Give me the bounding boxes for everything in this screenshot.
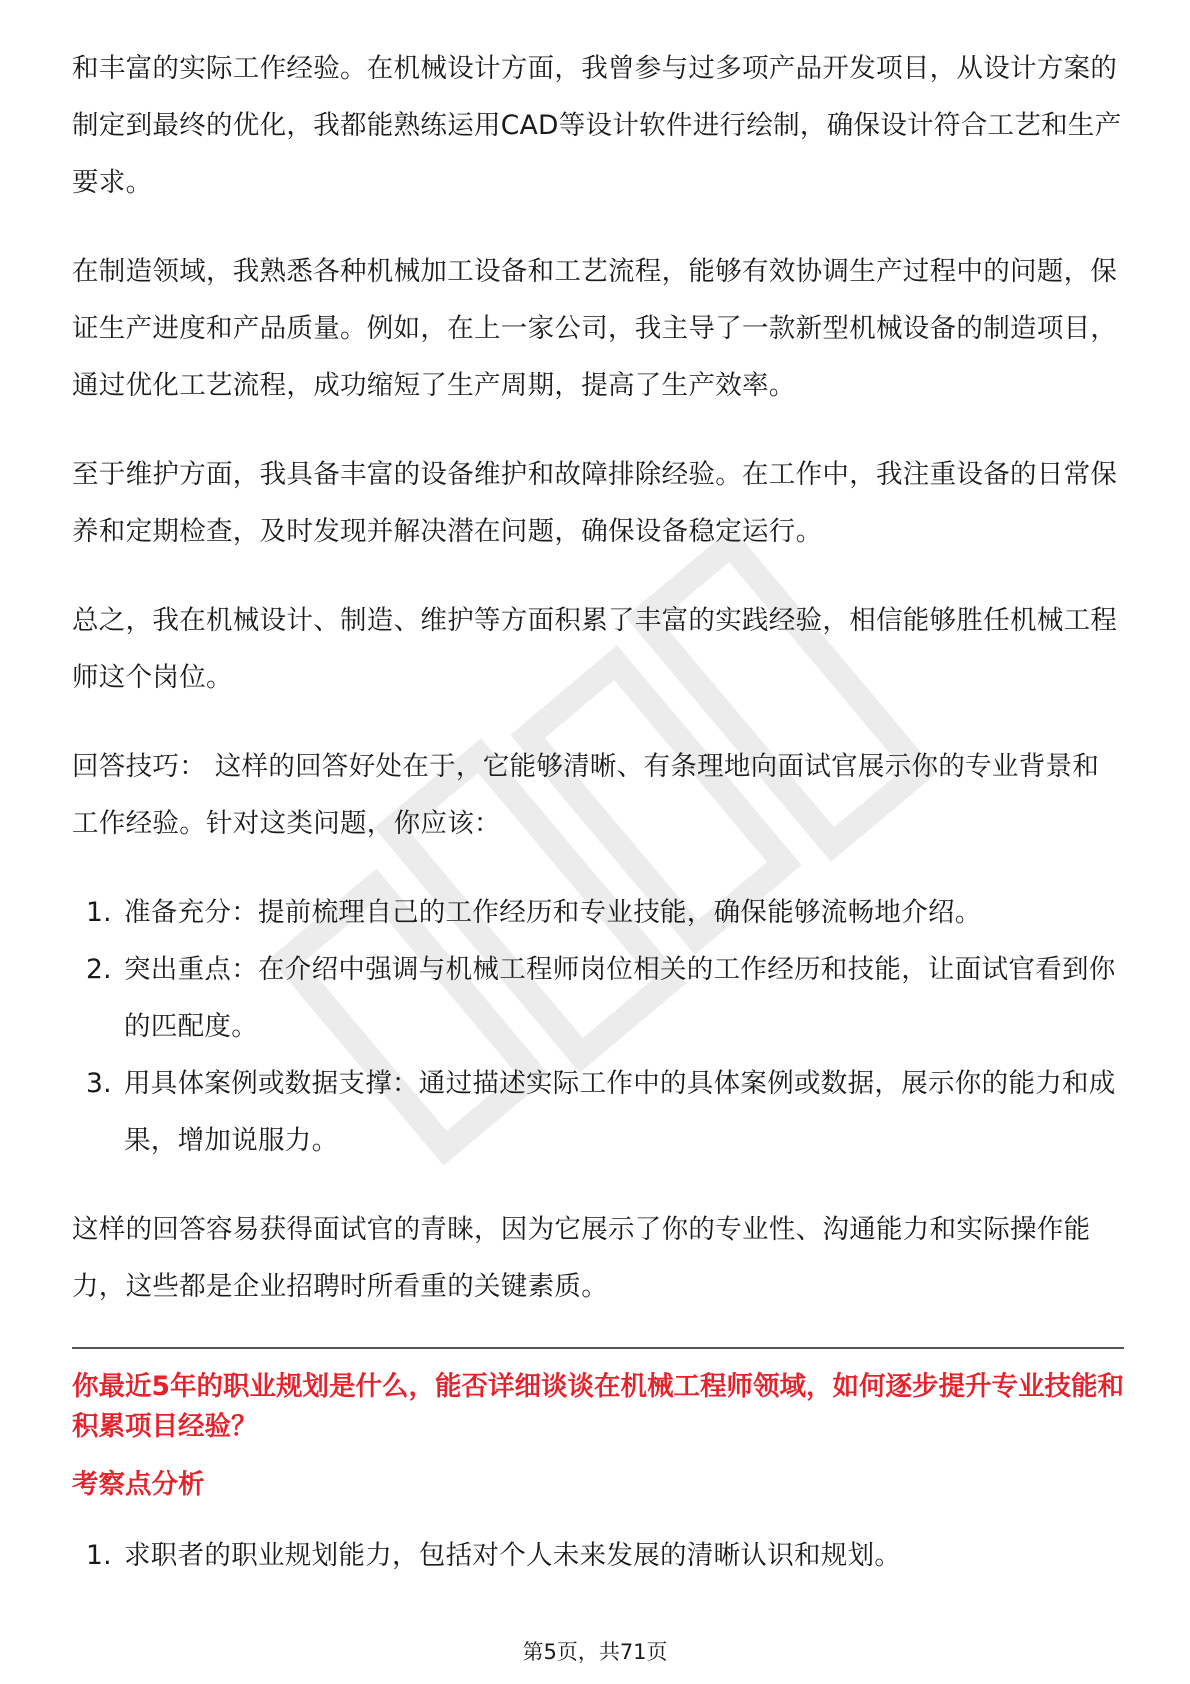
answer-paragraph-manufacturing: 在制造领域，我熟悉各种机械加工设备和工艺流程，能够有效协调生产过程中的问题，保证生产进度和产品质量。例如，在上一家公司，我主导了一款新型机械设备的制造项目，通过优化工艺流程，成功缩短了生产周期，提高了生产效率。 bbox=[72, 256, 1118, 401]
document-page bbox=[72, 40, 1124, 1616]
page-footer: 第5页，共71页 bbox=[522, 1640, 668, 1664]
tips-list bbox=[72, 884, 1124, 1169]
list-number: 1. bbox=[86, 897, 112, 928]
list-item bbox=[72, 1527, 1124, 1584]
list-item-text: 突出重点：在介绍中强调与机械工程师岗位相关的工作经历和技能，让面试官看到你的匹配度。 bbox=[124, 954, 1116, 1042]
answer-paragraph-summary: 总之，我在机械设计、制造、维护等方面积累了丰富的实践经验，相信能够胜任机械工程师这个岗位。 bbox=[72, 605, 1118, 693]
answer-paragraph-maintenance: 至于维护方面，我具备丰富的设备维护和故障排除经验。在工作中，我注重设备的日常保养和定期检查，及时发现并解决潜在问题，确保设备稳定运行。 bbox=[72, 459, 1118, 547]
closing-paragraph: 这样的回答容易获得面试官的青睐，因为它展示了你的专业性、沟通能力和实际操作能力，这些都是企业招聘时所看重的关键素质。 bbox=[72, 1214, 1091, 1302]
answer-paragraph-design: 和丰富的实际工作经验。在机械设计方面，我曾参与过多项产品开发项目，从设计方案的制定到最终的优化，我都能熟练运用CAD等设计软件进行绘制，确保设计符合工艺和生产要求。 bbox=[72, 53, 1122, 198]
list-item bbox=[72, 884, 1124, 941]
question-heading: 你最近5年的职业规划是什么，能否详细谈谈在机械工程师领域，如何逐步提升专业技能和积累项目经验？ bbox=[72, 1371, 1124, 1442]
answer-tips-intro: 回答技巧： 这样的回答好处在于，它能够清晰、有条理地向面试官展示你的专业背景和工作经验。针对这类问题，你应该： bbox=[72, 751, 1100, 839]
section-divider bbox=[72, 1347, 1124, 1349]
list-item-text: 用具体案例或数据支撑：通过描述实际工作中的具体案例或数据，展示你的能力和成果，增加说服力。 bbox=[124, 1068, 1116, 1156]
list-number: 1. bbox=[86, 1540, 112, 1571]
list-item-text: 求职者的职业规划能力，包括对个人未来发展的清晰认识和规划。 bbox=[124, 1540, 902, 1571]
list-item bbox=[72, 1055, 1124, 1169]
list-number: 3. bbox=[86, 1068, 112, 1099]
analysis-heading: 考察点分析 bbox=[72, 1469, 205, 1500]
list-item-text: 准备充分：提前梳理自己的工作经历和专业技能，确保能够流畅地介绍。 bbox=[124, 897, 982, 928]
list-number: 2. bbox=[86, 954, 112, 985]
analysis-points-list bbox=[72, 1527, 1124, 1584]
list-item bbox=[72, 941, 1124, 1055]
